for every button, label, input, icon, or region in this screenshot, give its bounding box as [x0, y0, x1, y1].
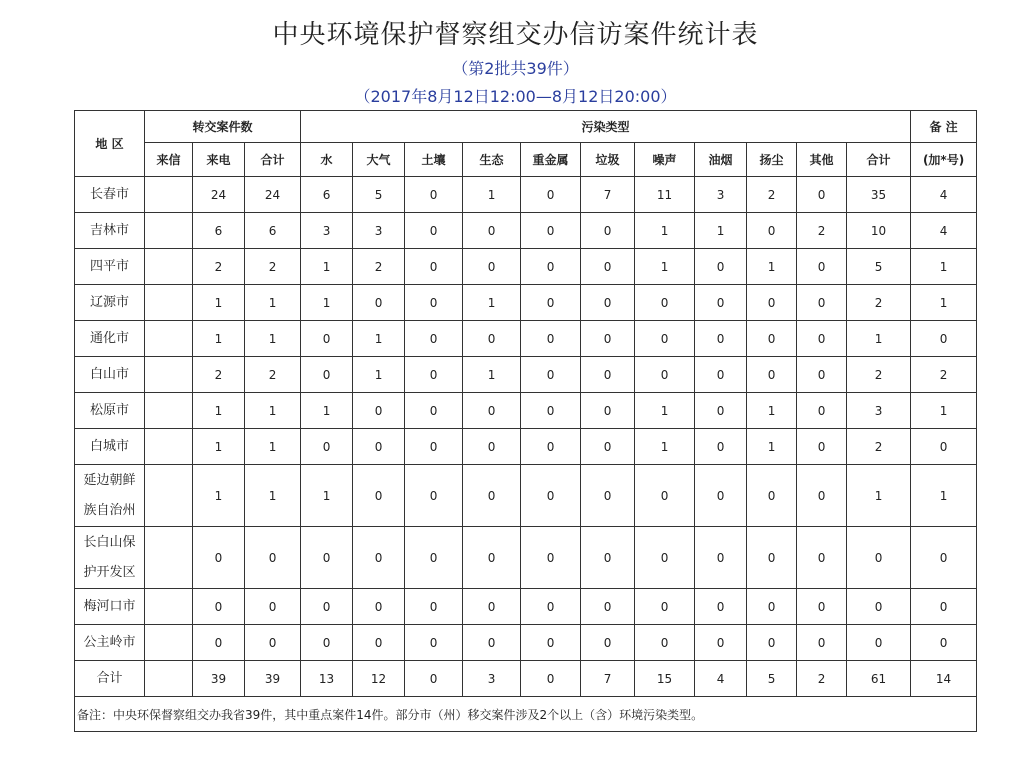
pollution-count-cell: 0 — [521, 465, 581, 527]
region-cell — [75, 393, 145, 429]
pollution-count-cell: 1 — [847, 465, 911, 527]
region-name-line: 族自治州 — [83, 502, 136, 518]
pollution-count-cell: 0 — [695, 625, 747, 661]
pollution-count-cell: 0 — [521, 249, 581, 285]
region-name-line: 合计 — [96, 670, 123, 686]
remark-count-cell: 1 — [911, 285, 977, 321]
region-cell — [75, 357, 145, 393]
transfer-total-cell: 0 — [245, 625, 301, 661]
pollution-col-header: 油烟 — [695, 143, 747, 177]
pollution-count-cell: 0 — [581, 527, 635, 589]
pollution-count-cell: 0 — [695, 357, 747, 393]
remark-count-cell: 0 — [911, 321, 977, 357]
pollution-count-cell: 0 — [301, 527, 353, 589]
pollution-count-cell: 0 — [405, 285, 463, 321]
letters-count-cell — [145, 249, 193, 285]
pollution-count-cell: 1 — [747, 249, 797, 285]
pollution-count-cell: 0 — [695, 321, 747, 357]
table-row — [75, 357, 977, 393]
pollution-count-cell: 0 — [521, 625, 581, 661]
remark-header-top: 备 注 — [911, 111, 977, 143]
pollution-count-cell: 0 — [521, 285, 581, 321]
letters-count-cell — [145, 589, 193, 625]
pollution-count-cell: 0 — [353, 393, 405, 429]
pollution-col-header: 水 — [301, 143, 353, 177]
region-cell — [75, 249, 145, 285]
pollution-count-cell: 0 — [797, 465, 847, 527]
region-name-line: 延边朝鲜 — [83, 472, 136, 488]
pollution-count-cell: 0 — [695, 249, 747, 285]
pollution-count-cell: 0 — [581, 249, 635, 285]
pollution-count-cell: 0 — [847, 589, 911, 625]
pollution-col-header: 重金属 — [521, 143, 581, 177]
pollution-count-cell: 0 — [353, 589, 405, 625]
calls-count-cell: 1 — [193, 429, 245, 465]
region-name-line: 通化市 — [89, 330, 129, 346]
letters-count-cell — [145, 527, 193, 589]
letters-count-cell — [145, 213, 193, 249]
transfer-total-cell: 1 — [245, 393, 301, 429]
region-name-line: 梅河口市 — [83, 598, 136, 614]
pollution-count-cell: 0 — [797, 285, 847, 321]
pollution-count-cell: 5 — [847, 249, 911, 285]
transfer-total-cell: 2 — [245, 249, 301, 285]
region-cell — [75, 213, 145, 249]
remark-count-cell: 0 — [911, 625, 977, 661]
pollution-count-cell: 0 — [695, 465, 747, 527]
letters-count-cell — [145, 393, 193, 429]
table-row — [75, 465, 977, 527]
region-name-line: 四平市 — [89, 258, 129, 274]
remark-count-cell: 0 — [911, 429, 977, 465]
statistics-table — [74, 110, 977, 732]
pollution-count-cell: 0 — [747, 321, 797, 357]
pollution-col-header: 垃圾 — [581, 143, 635, 177]
pollution-count-cell: 0 — [463, 393, 521, 429]
calls-count-cell: 0 — [193, 625, 245, 661]
pollution-count-cell: 1 — [635, 393, 695, 429]
pollution-count-cell: 1 — [635, 429, 695, 465]
remark-count-cell: 0 — [911, 589, 977, 625]
pollution-count-cell: 0 — [635, 321, 695, 357]
calls-count-cell: 1 — [193, 393, 245, 429]
pollution-count-cell: 2 — [847, 429, 911, 465]
pollution-count-cell: 0 — [635, 357, 695, 393]
table-row — [75, 625, 977, 661]
transfer-total-cell: 1 — [245, 321, 301, 357]
table-row — [75, 321, 977, 357]
table-row — [75, 527, 977, 589]
pollution-count-cell: 1 — [463, 357, 521, 393]
letters-count-cell — [145, 357, 193, 393]
pollution-count-cell: 3 — [463, 661, 521, 697]
pollution-count-cell: 0 — [405, 527, 463, 589]
pollution-count-cell: 0 — [353, 429, 405, 465]
letters-count-cell — [145, 429, 193, 465]
pollution-count-cell: 0 — [635, 285, 695, 321]
pollution-count-cell: 0 — [581, 465, 635, 527]
region-name-line: 长春市 — [89, 186, 129, 202]
region-cell — [75, 589, 145, 625]
pollution-count-cell: 1 — [463, 177, 521, 213]
pollution-count-cell: 0 — [747, 625, 797, 661]
region-name-line: 白城市 — [89, 438, 129, 454]
pollution-count-cell: 0 — [695, 393, 747, 429]
table-row — [75, 393, 977, 429]
pollution-count-cell: 7 — [581, 177, 635, 213]
pollution-count-cell: 0 — [405, 393, 463, 429]
pollution-count-cell: 1 — [463, 285, 521, 321]
pollution-count-cell: 0 — [405, 589, 463, 625]
transfer-total-cell: 6 — [245, 213, 301, 249]
table-body — [75, 177, 977, 697]
transfer-total-cell: 1 — [245, 465, 301, 527]
pollution-count-cell: 0 — [521, 589, 581, 625]
pollution-col-header: 合计 — [847, 143, 911, 177]
transfer-total-cell: 39 — [245, 661, 301, 697]
remark-count-cell: 1 — [911, 249, 977, 285]
region-name-line: 辽源市 — [89, 294, 129, 310]
region-cell — [75, 285, 145, 321]
total-row — [75, 661, 977, 697]
letters-count-cell — [145, 177, 193, 213]
transfer-col-header: 合计 — [245, 143, 301, 177]
table-row — [75, 285, 977, 321]
pollution-count-cell: 0 — [353, 285, 405, 321]
pollution-col-header: 大气 — [353, 143, 405, 177]
pollution-count-cell: 0 — [521, 177, 581, 213]
letters-count-cell — [145, 465, 193, 527]
remark-count-cell: 1 — [911, 465, 977, 527]
pollution-count-cell: 1 — [847, 321, 911, 357]
region-cell — [75, 465, 145, 527]
pollution-count-cell: 0 — [405, 321, 463, 357]
pollution-count-cell: 4 — [695, 661, 747, 697]
pollution-count-cell: 0 — [405, 625, 463, 661]
region-name-line: 白山市 — [89, 366, 129, 382]
pollution-count-cell: 0 — [521, 527, 581, 589]
pollution-count-cell: 0 — [695, 285, 747, 321]
transfer-total-cell: 24 — [245, 177, 301, 213]
pollution-count-cell: 0 — [463, 465, 521, 527]
pollution-col-header: 生态 — [463, 143, 521, 177]
pollution-col-header: 土壤 — [405, 143, 463, 177]
pollution-count-cell: 3 — [695, 177, 747, 213]
pollution-count-cell: 1 — [695, 213, 747, 249]
pollution-count-cell: 0 — [581, 393, 635, 429]
remark-count-cell: 1 — [911, 393, 977, 429]
remark-header-bottom: (加*号) — [911, 143, 977, 177]
transfer-col-header: 来信 — [145, 143, 193, 177]
pollution-count-cell: 1 — [747, 393, 797, 429]
remark-count-cell: 0 — [911, 527, 977, 589]
pollution-count-cell: 1 — [301, 249, 353, 285]
pollution-count-cell: 0 — [353, 465, 405, 527]
pollution-count-cell: 1 — [635, 249, 695, 285]
pollution-count-cell: 0 — [747, 285, 797, 321]
region-cell — [75, 177, 145, 213]
pollution-count-cell: 2 — [797, 213, 847, 249]
letters-count-cell — [145, 321, 193, 357]
pollution-count-cell: 0 — [463, 527, 521, 589]
calls-count-cell: 1 — [193, 285, 245, 321]
pollution-count-cell: 0 — [581, 625, 635, 661]
calls-count-cell: 6 — [193, 213, 245, 249]
pollution-count-cell: 3 — [847, 393, 911, 429]
pollution-count-cell: 0 — [747, 465, 797, 527]
pollution-count-cell: 0 — [797, 177, 847, 213]
table-row — [75, 213, 977, 249]
remark-count-cell: 4 — [911, 177, 977, 213]
pollution-col-header: 噪声 — [635, 143, 695, 177]
pollution-count-cell: 0 — [301, 625, 353, 661]
pollution-count-cell: 0 — [405, 213, 463, 249]
transfer-total-cell: 1 — [245, 429, 301, 465]
pollution-count-cell: 1 — [301, 393, 353, 429]
calls-count-cell: 1 — [193, 321, 245, 357]
calls-count-cell: 39 — [193, 661, 245, 697]
region-name-line: 长白山保 — [83, 534, 136, 550]
calls-count-cell: 24 — [193, 177, 245, 213]
pollution-count-cell: 0 — [847, 625, 911, 661]
pollution-count-cell: 0 — [521, 661, 581, 697]
footnote: 备注：中央环保督察组交办我省39件，其中重点案件14件。部分市（州）移交案件涉及2个以上（含）环境污染类型。 — [75, 697, 977, 732]
pollution-count-cell: 0 — [405, 177, 463, 213]
region-name-line: 公主岭市 — [83, 634, 136, 650]
pollution-count-cell: 13 — [301, 661, 353, 697]
pollution-count-cell: 0 — [847, 527, 911, 589]
region-cell — [75, 661, 145, 697]
pollution-count-cell: 0 — [797, 429, 847, 465]
pollution-count-cell: 2 — [747, 177, 797, 213]
region-header: 地 区 — [75, 111, 145, 177]
pollution-col-header: 其他 — [797, 143, 847, 177]
pollution-count-cell: 0 — [797, 393, 847, 429]
pollution-count-cell: 3 — [301, 213, 353, 249]
pollution-count-cell: 0 — [581, 213, 635, 249]
calls-count-cell: 2 — [193, 249, 245, 285]
pollution-count-cell: 0 — [695, 527, 747, 589]
letters-count-cell — [145, 285, 193, 321]
pollution-count-cell: 2 — [847, 285, 911, 321]
remark-count-cell: 2 — [911, 357, 977, 393]
pollution-count-cell: 0 — [747, 357, 797, 393]
pollution-count-cell: 12 — [353, 661, 405, 697]
pollution-count-cell: 2 — [353, 249, 405, 285]
table-row — [75, 589, 977, 625]
pollution-count-cell: 0 — [747, 589, 797, 625]
page-title: 中央环境保护督察组交办信访案件统计表 — [272, 20, 759, 50]
calls-count-cell: 0 — [193, 527, 245, 589]
pollution-count-cell: 0 — [521, 357, 581, 393]
pollution-count-cell: 0 — [353, 527, 405, 589]
pollution-count-cell: 0 — [581, 321, 635, 357]
transfer-total-cell: 1 — [245, 285, 301, 321]
pollution-count-cell: 1 — [353, 321, 405, 357]
calls-count-cell: 0 — [193, 589, 245, 625]
pollution-count-cell: 0 — [635, 527, 695, 589]
pollution-count-cell: 35 — [847, 177, 911, 213]
table-row — [75, 177, 977, 213]
pollution-count-cell: 15 — [635, 661, 695, 697]
pollution-count-cell: 0 — [581, 429, 635, 465]
transfer-total-cell: 0 — [245, 589, 301, 625]
pollution-count-cell: 7 — [581, 661, 635, 697]
pollution-count-cell: 3 — [353, 213, 405, 249]
pollution-count-cell: 0 — [405, 249, 463, 285]
pollution-count-cell: 0 — [463, 625, 521, 661]
region-name-line: 吉林市 — [89, 222, 129, 238]
calls-count-cell: 2 — [193, 357, 245, 393]
pollution-count-cell: 0 — [797, 357, 847, 393]
time-range: （2017年8月12日12:00—8月12日20:00） — [354, 87, 677, 106]
pollution-count-cell: 1 — [301, 465, 353, 527]
pollution-col-header: 扬尘 — [747, 143, 797, 177]
transfer-group-header: 转交案件数 — [145, 111, 301, 143]
table-row — [75, 249, 977, 285]
pollution-count-cell: 0 — [521, 429, 581, 465]
region-cell — [75, 527, 145, 589]
pollution-count-cell: 6 — [301, 177, 353, 213]
pollution-count-cell: 0 — [797, 589, 847, 625]
pollution-count-cell: 0 — [405, 429, 463, 465]
pollution-count-cell: 0 — [635, 625, 695, 661]
pollution-count-cell: 5 — [747, 661, 797, 697]
letters-count-cell — [145, 625, 193, 661]
pollution-count-cell: 0 — [301, 357, 353, 393]
pollution-count-cell: 0 — [521, 321, 581, 357]
region-cell — [75, 625, 145, 661]
pollution-count-cell: 0 — [463, 429, 521, 465]
region-cell — [75, 429, 145, 465]
pollution-count-cell: 0 — [521, 213, 581, 249]
pollution-count-cell: 5 — [353, 177, 405, 213]
region-name-line: 护开发区 — [83, 564, 136, 580]
table-row — [75, 429, 977, 465]
pollution-count-cell: 0 — [635, 589, 695, 625]
pollution-count-cell: 2 — [797, 661, 847, 697]
pollution-group-header: 污染类型 — [301, 111, 911, 143]
pollution-count-cell: 0 — [635, 465, 695, 527]
calls-count-cell: 1 — [193, 465, 245, 527]
region-cell — [75, 321, 145, 357]
pollution-count-cell: 1 — [353, 357, 405, 393]
pollution-count-cell: 0 — [301, 589, 353, 625]
pollution-count-cell: 0 — [797, 625, 847, 661]
pollution-count-cell: 0 — [581, 357, 635, 393]
pollution-count-cell: 0 — [405, 357, 463, 393]
pollution-count-cell: 0 — [797, 249, 847, 285]
batch-subtitle: （第2批共39件） — [452, 59, 579, 78]
pollution-count-cell: 2 — [847, 357, 911, 393]
pollution-count-cell: 0 — [463, 213, 521, 249]
pollution-count-cell: 0 — [301, 429, 353, 465]
pollution-count-cell: 0 — [463, 249, 521, 285]
letters-count-cell — [145, 661, 193, 697]
remark-count-cell: 14 — [911, 661, 977, 697]
pollution-count-cell: 0 — [405, 465, 463, 527]
pollution-count-cell: 0 — [695, 589, 747, 625]
pollution-count-cell: 0 — [581, 589, 635, 625]
pollution-count-cell: 0 — [695, 429, 747, 465]
pollution-count-cell: 11 — [635, 177, 695, 213]
pollution-count-cell: 10 — [847, 213, 911, 249]
pollution-count-cell: 0 — [353, 625, 405, 661]
transfer-total-cell: 2 — [245, 357, 301, 393]
pollution-count-cell: 61 — [847, 661, 911, 697]
pollution-count-cell: 0 — [797, 321, 847, 357]
pollution-count-cell: 0 — [301, 321, 353, 357]
pollution-count-cell: 1 — [635, 213, 695, 249]
pollution-count-cell: 0 — [747, 527, 797, 589]
pollution-count-cell: 0 — [463, 321, 521, 357]
remark-count-cell: 4 — [911, 213, 977, 249]
pollution-count-cell: 0 — [581, 285, 635, 321]
transfer-col-header: 来电 — [193, 143, 245, 177]
pollution-count-cell: 0 — [463, 589, 521, 625]
pollution-count-cell: 1 — [747, 429, 797, 465]
transfer-total-cell: 0 — [245, 527, 301, 589]
region-name-line: 松原市 — [89, 402, 129, 418]
pollution-count-cell: 0 — [405, 661, 463, 697]
pollution-count-cell: 0 — [521, 393, 581, 429]
pollution-count-cell: 1 — [301, 285, 353, 321]
pollution-count-cell: 0 — [797, 527, 847, 589]
pollution-count-cell: 0 — [747, 213, 797, 249]
